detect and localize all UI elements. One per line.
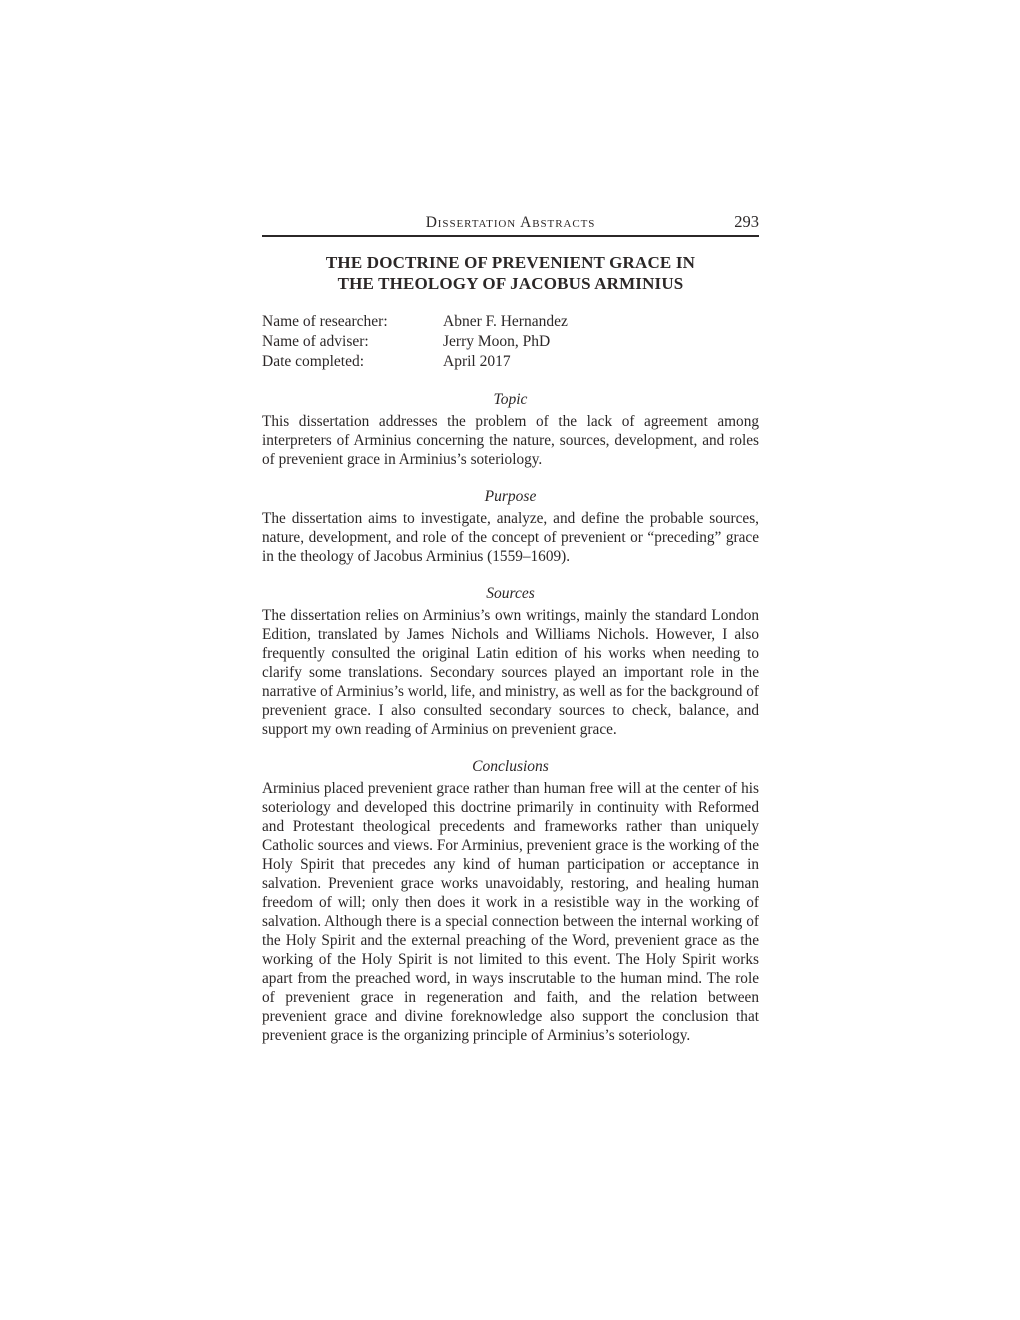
section-conclusions — [262, 757, 759, 1045]
metadata-label: Date completed: — [262, 353, 364, 370]
section-body: This dissertation addresses the problem of the lack of agreement among interpreters of Arminius concerning the nature, sources, development, and roles of prevenient grace in Arminius’s soteriology. — [262, 413, 759, 468]
section-heading: Topic — [493, 391, 528, 408]
section-heading: Conclusions — [472, 758, 549, 775]
section-heading: Sources — [486, 585, 535, 602]
metadata-label: Name of researcher: — [262, 313, 388, 330]
metadata-row-adviser — [262, 332, 759, 352]
running-head — [262, 212, 759, 237]
article-title — [262, 252, 759, 294]
running-title: Dissertation Abstracts — [425, 214, 596, 231]
section-heading: Purpose — [484, 488, 537, 505]
section-purpose — [262, 487, 759, 566]
section-body: Arminius placed prevenient grace rather than human free will at the center of his soteriology and developed this doctrine primarily in continuity with Reformed and Protestant theological precedents and frameworks rather than uniquely Catholic sources and views. For Arminius, prevenient grace is the working of the Holy Spirit that precedes any kind of human participation or acceptance in salvation. Prevenient grace works unavoidably, restoring, and healing human freedom of will; only then does it work in a resistible way in the working of salvation. Although there is a special connection between the internal working of the Holy Spirit and the external preaching of the Word, prevenient grace as the working of the Holy Spirit is not limited to this event. The Holy Spirit works apart from the preached word, in ways inscrutable to the human mind. The role of prevenient grace in regeneration and faith, and the relation between prevenient grace and divine foreknowledge also support the conclusion that prevenient grace is the organizing principle of Arminius’s soteriology. — [262, 780, 759, 1044]
article-title-line1: THE DOCTRINE OF PREVENIENT GRACE IN — [325, 253, 696, 272]
metadata-block — [262, 312, 759, 372]
metadata-value: Abner F. Hernandez — [443, 313, 568, 330]
section-body: The dissertation aims to investigate, analyze, and define the probable sources, nature, development, and role of the concept of prevenient or “preceding” grace in the theology of Jacobus Arminius (1559–1609). — [262, 510, 759, 565]
article-title-line2: THE THEOLOGY OF JACOBUS ARMINIUS — [337, 274, 684, 293]
section-sources — [262, 584, 759, 739]
metadata-label: Name of adviser: — [262, 333, 369, 350]
metadata-row-date — [262, 352, 759, 372]
metadata-row-researcher — [262, 312, 759, 332]
metadata-value: April 2017 — [443, 353, 511, 370]
metadata-value: Jerry Moon, PhD — [443, 333, 551, 350]
section-topic — [262, 390, 759, 469]
section-body: The dissertation relies on Arminius’s own writings, mainly the standard London Edition, translated by James Nichols and Williams Nichols. However, I also frequently consulted the original Latin edition of his works when needing to clarify some translations. Secondary sources played an important role in the narrative of Arminius’s world, life, and ministry, as well as for the background of prevenient grace. I also consulted secondary sources to check, balance, and support my own reading of Arminius on prevenient grace. — [262, 607, 759, 738]
content-column — [262, 212, 759, 1045]
page-number: 293 — [734, 212, 759, 231]
